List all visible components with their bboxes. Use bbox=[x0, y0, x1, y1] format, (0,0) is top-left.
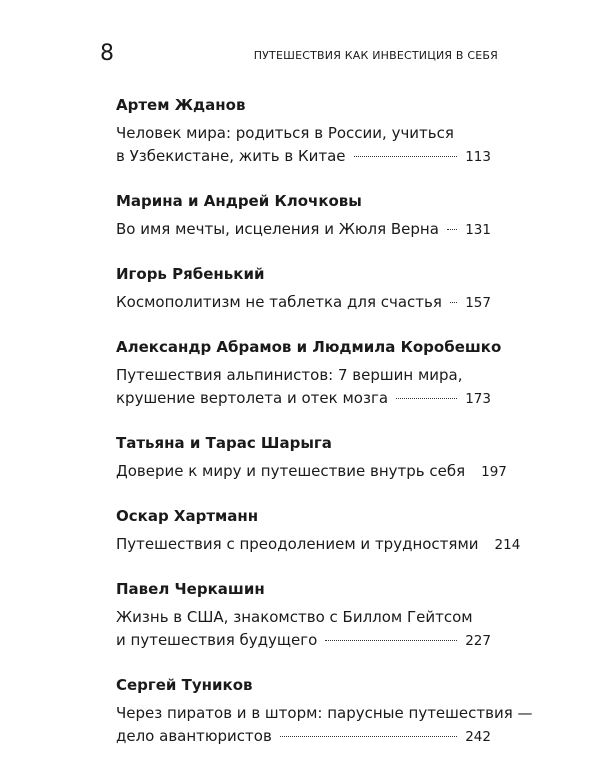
toc-title-text: Космополитизм не таблетка для счастья bbox=[116, 293, 442, 311]
toc-entry bbox=[116, 191, 491, 242]
toc-title-last-line bbox=[116, 533, 521, 557]
page-number: 8 bbox=[100, 41, 114, 66]
toc-title-last-line bbox=[116, 387, 491, 411]
toc-page-number: 227 bbox=[465, 633, 491, 649]
toc-title-last-line bbox=[116, 725, 491, 749]
toc-entry bbox=[116, 579, 491, 653]
toc-author: Оскар Хартманн bbox=[116, 507, 259, 525]
toc-title-text: Доверие к миру и путешествие внутрь себя bbox=[116, 462, 466, 480]
toc-author: Татьяна и Тарас Шарыга bbox=[116, 434, 332, 452]
toc-author: Александр Абрамов и Людмила Коробешко bbox=[116, 338, 502, 356]
toc-page-number: 242 bbox=[465, 729, 491, 745]
toc-title-line: Жизнь в США, знакомство с Биллом Гейтсом bbox=[116, 608, 473, 626]
toc-page-number: 131 bbox=[465, 222, 491, 238]
toc-title-text: Во имя мечты, исцеления и Жюля Верна bbox=[116, 220, 439, 238]
toc-author: Павел Черкашин bbox=[116, 580, 265, 598]
toc-author: Артем Жданов bbox=[116, 96, 246, 114]
toc-entry bbox=[116, 95, 491, 169]
dot-leader bbox=[325, 640, 457, 641]
toc-title-text: и путешествия будущего bbox=[116, 631, 318, 649]
toc-title-text: Путешествия с преодолением и трудностями bbox=[116, 535, 479, 553]
toc-page-number: 197 bbox=[481, 464, 507, 480]
toc-author: Игорь Рябенький bbox=[116, 265, 265, 283]
toc-title-last-line bbox=[116, 218, 491, 242]
toc-author: Марина и Андрей Клочковы bbox=[116, 192, 362, 210]
toc-title-text: в Узбекистане, жить в Китае bbox=[116, 147, 346, 165]
toc-entry bbox=[116, 337, 502, 411]
toc-entry bbox=[116, 264, 491, 315]
toc-title-text: дело авантюристов bbox=[116, 727, 272, 745]
toc-author: Сергей Туников bbox=[116, 676, 253, 694]
toc-page-number: 214 bbox=[494, 537, 521, 553]
toc-page-number: 113 bbox=[465, 149, 491, 165]
dot-leader bbox=[447, 229, 457, 230]
dot-leader bbox=[450, 302, 457, 303]
dot-leader bbox=[396, 398, 457, 399]
dot-leader bbox=[280, 736, 457, 737]
toc-title-last-line bbox=[116, 629, 491, 653]
running-head: ПУТЕШЕСТВИЯ КАК ИНВЕСТИЦИЯ В СЕБЯ bbox=[253, 49, 498, 62]
toc-title-last-line bbox=[116, 460, 507, 484]
toc-title-last-line bbox=[116, 145, 491, 169]
toc-entry bbox=[116, 506, 521, 557]
toc-title-text: крушение вертолета и отек мозга bbox=[116, 389, 389, 407]
toc-entry bbox=[116, 675, 533, 749]
toc-page-number: 157 bbox=[465, 295, 491, 311]
toc-title-line: Человек мира: родиться в России, учиться bbox=[116, 124, 454, 142]
toc-title-line: Путешествия альпинистов: 7 вершин мира, bbox=[116, 366, 463, 384]
toc-title-last-line bbox=[116, 291, 491, 315]
toc-entry bbox=[116, 433, 507, 484]
table-of-contents bbox=[116, 95, 533, 771]
toc-title-line: Через пиратов и в шторм: парусные путешествия — bbox=[116, 704, 533, 722]
toc-page-number: 173 bbox=[465, 391, 491, 407]
dot-leader bbox=[354, 156, 458, 157]
